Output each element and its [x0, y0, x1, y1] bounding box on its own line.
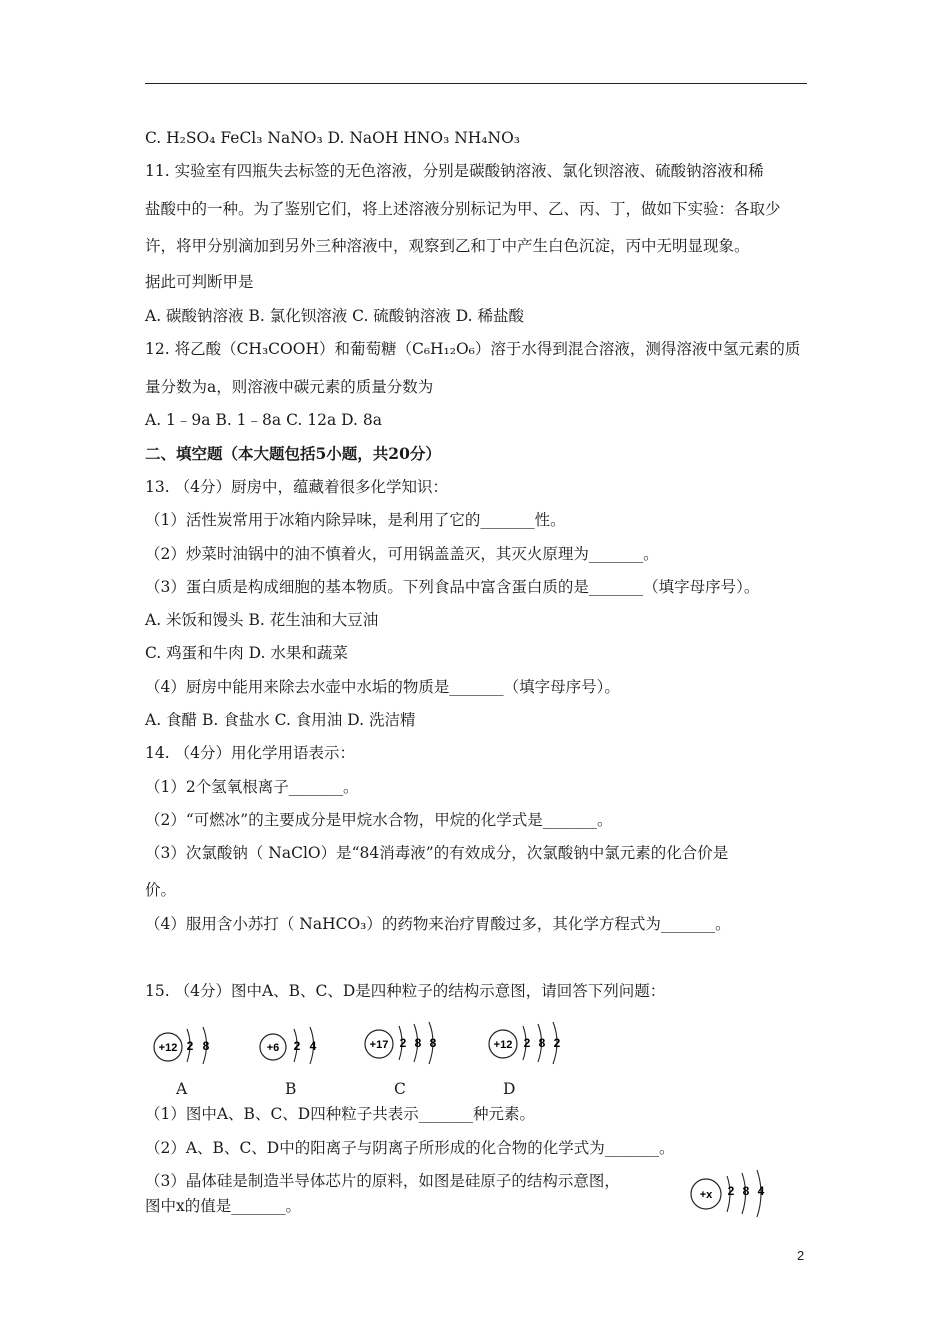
q12-options: A. 1﹣9a B. 1﹣8a C. 12a D. 8a	[145, 411, 382, 429]
section-heading: 二、填空题（本大题包括5小题，共20分）	[145, 444, 441, 463]
q14-part1: （1）2个氢氧根离子_______。	[145, 778, 359, 796]
q13-part1: （1）活性炭常用于冰箱内除异味，是利用了它的_______性。	[145, 511, 566, 529]
q13-part3-options-ab: A. 米饭和馒头 B. 花生油和大豆油	[145, 611, 379, 629]
atom-c-shell-2: 8	[414, 1036, 422, 1050]
atom-label-b: B	[285, 1080, 297, 1098]
atom-a-nucleus: +12	[158, 1042, 178, 1054]
q13-part2: （2）炒菜时油锅中的油不慎着火，可用锅盖盖灭，其灭火原理为_______。	[145, 545, 659, 563]
q14-part3: （3）次氯酸钠（ NaClO）是“84消毒液”的有效成分，次氯酸钠中氯元素的化合价是	[145, 844, 729, 862]
atom-label-a: A	[176, 1080, 188, 1098]
atom-c-shell-3: 8	[429, 1036, 437, 1050]
atom-a-shell-1: 2	[186, 1039, 194, 1053]
q14-part3-cont: 价。	[145, 881, 177, 899]
q11-options: A. 碳酸钠溶液 B. 氯化钡溶液 C. 硫酸钠溶液 D. 稀盐酸	[145, 307, 524, 325]
q10-option-cd: C. H₂SO₄ FeCl₃ NaNO₃ D. NaOH HNO₃ NH₄NO₃	[145, 129, 520, 147]
atom-c-nucleus: +17	[369, 1039, 389, 1051]
q13-part4-options: A. 食醋 B. 食盐水 C. 食用油 D. 洗洁精	[145, 711, 416, 729]
atom-diagram-b	[257, 1024, 337, 1072]
atom-d-shell-3: 2	[553, 1036, 561, 1050]
q11-stem-1: 11. 实验室有四瓶失去标签的无色溶液，分别是碳酸钠溶液、氯化钡溶液、硫酸钠溶液和稀	[145, 162, 764, 180]
atom-diagram-silicon	[688, 1168, 778, 1224]
q12-stem-1: 12. 将乙酸（CH₃COOH）和葡萄糖（C₆H₁₂O₆）溶于水得到混合溶液，测得溶液中氢元素的质	[145, 340, 801, 358]
atom-b-nucleus: +6	[266, 1042, 280, 1054]
atom-a-shell-2: 8	[202, 1039, 210, 1053]
header-rule	[145, 83, 807, 84]
atom-si-shell-1: 2	[727, 1184, 735, 1198]
q15-part2: （2）A、B、C、D中的阳离子与阴离子所形成的化合物的化学式为_______。	[145, 1139, 675, 1157]
atom-b-shell-1: 2	[293, 1039, 301, 1053]
atom-diagram-a	[150, 1024, 230, 1072]
q11-stem-4: 据此可判断甲是	[145, 273, 254, 291]
q12-stem-2: 量分数为a，则溶液中碳元素的质量分数为	[145, 378, 434, 396]
q15-stem: 15. （4分）图中A、B、C、D是四种粒子的结构示意图，请回答下列问题：	[145, 982, 666, 1000]
q13-part3-options-cd: C. 鸡蛋和牛肉 D. 水果和蔬菜	[145, 644, 348, 662]
atom-si-shell-2: 8	[742, 1184, 750, 1198]
q11-stem-2: 盐酸中的一种。为了鉴别它们，将上述溶液分别标记为甲、乙、丙、丁，做如下实验：各取少	[145, 200, 781, 218]
q11-stem-3: 许，将甲分别滴加到另外三种溶液中，观察到乙和丁中产生白色沉淀，丙中无明显现象。	[145, 237, 750, 255]
atom-d-shell-1: 2	[523, 1036, 531, 1050]
atom-d-shell-2: 8	[538, 1036, 546, 1050]
q13-part3: （3）蛋白质是构成细胞的基本物质。下列食品中富含蛋白质的是_______（填字母序号）。	[145, 578, 760, 596]
atom-si-nucleus: +x	[699, 1189, 713, 1201]
atom-si-shell-3: 4	[757, 1184, 765, 1198]
q14-part4: （4）服用含小苏打（ NaHCO₃）的药物来治疗胃酸过多，其化学方程式为_______。	[145, 915, 731, 933]
atom-diagram-c	[362, 1020, 452, 1072]
atom-label-c: C	[394, 1080, 406, 1098]
q14-part2: （2）“可燃冰”的主要成分是甲烷水合物，甲烷的化学式是_______。	[145, 811, 613, 829]
q13-stem: 13. （4分）厨房中，蕴藏着很多化学知识：	[145, 478, 448, 496]
page-number: 2	[797, 1248, 805, 1263]
q14-stem: 14. （4分）用化学用语表示：	[145, 744, 355, 762]
atom-d-nucleus: +12	[493, 1039, 513, 1051]
q15-part3-1: （3）晶体硅是制造半导体芯片的原料，如图是硅原子的结构示意图，	[145, 1172, 620, 1190]
atom-c-shell-1: 2	[399, 1036, 407, 1050]
q13-part4: （4）厨房中能用来除去水壶中水垢的物质是_______（填字母序号）。	[145, 678, 620, 696]
atom-label-d: D	[503, 1080, 516, 1098]
q15-part3-2: 图中x的值是_______。	[145, 1197, 301, 1215]
q15-part1: （1）图中A、B、C、D四种粒子共表示_______种元素。	[145, 1105, 535, 1123]
atom-b-shell-2: 4	[309, 1039, 317, 1053]
atom-diagram-d	[486, 1020, 576, 1072]
